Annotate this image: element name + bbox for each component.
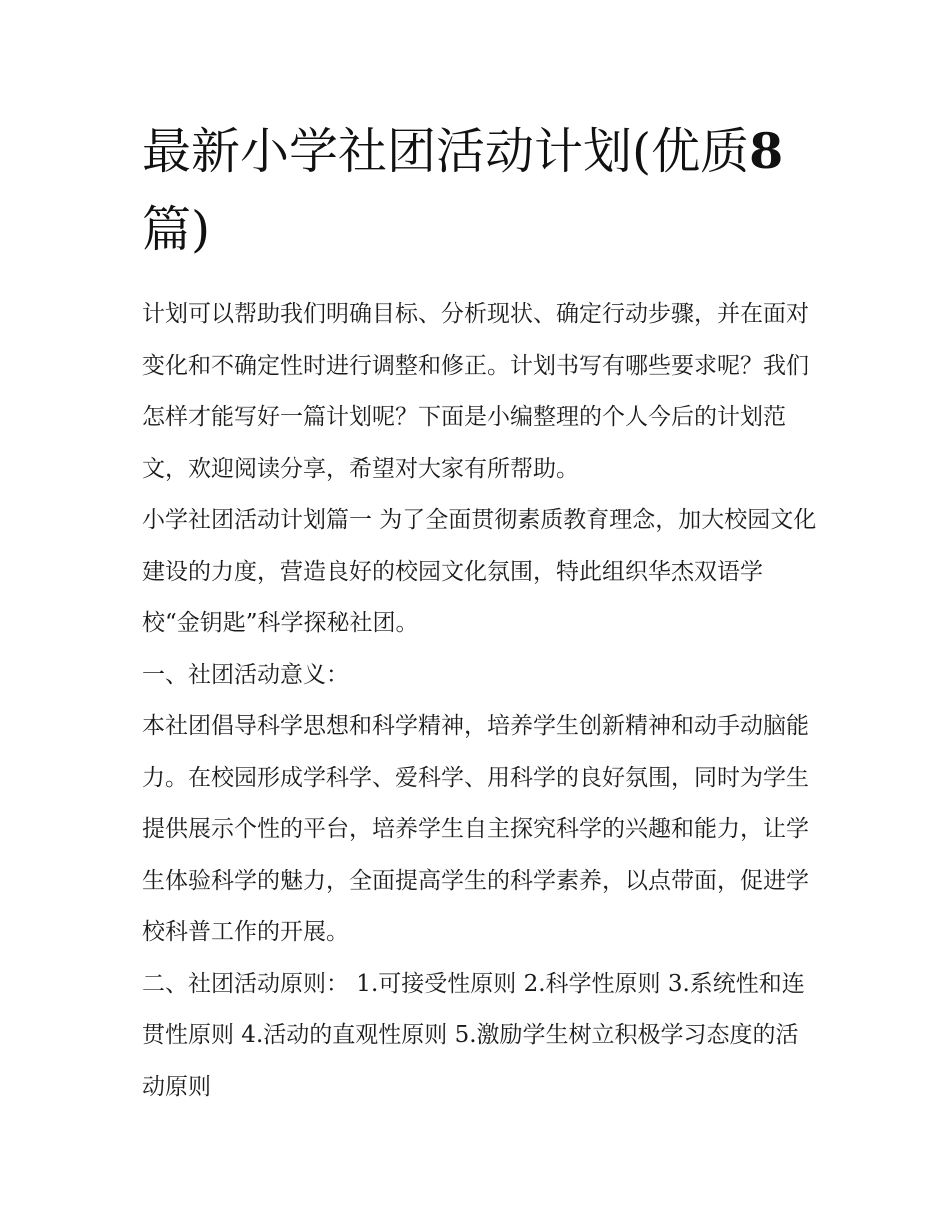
section-heading-significance: 一、社团活动意义：	[142, 661, 349, 688]
plan-one-paragraph: 小学社团活动计划篇一 为了全面贯彻素质教育理念，加大校园文化建设的力度，营造良好的校园文化氛围，特此组织华杰双语学校“金钥匙”科学探秘社团。	[142, 507, 817, 636]
principles-paragraph: 二、社团活动原则： 1.可接受性原则 2.科学性原则 3.系统性和连贯性原则 4.活动的直观性原则 5.激励学生树立积极学习态度的活动原则	[142, 970, 805, 1100]
title-number: 8	[749, 122, 784, 180]
title-tail: 篇)	[142, 201, 211, 258]
document-title	[142, 112, 818, 269]
intro-paragraph: 计划可以帮助我们明确目标、分析现状、确定行动步骤，并在面对变化和不确定性时进行调整和修正。计划书写有哪些要求呢？我们怎样才能写好一篇计划呢？下面是小编整理的个人今后的计划范文，欢迎阅读分享，希望对大家有所帮助。	[142, 301, 809, 482]
significance-paragraph: 本社团倡导科学思想和科学精神，培养学生创新精神和动手动脑能力。在校园形成学科学、爱科学、用科学的良好氛围，同时为学生提供展示个性的平台，培养学生自主探究科学的兴趣和能力，让学生体验科学的魅力，全面提高学生的科学素养，以点带面，促进学校科普工作的开展。	[142, 713, 809, 945]
title-main: 最新小学社团活动计划(优质	[142, 123, 750, 180]
document-content	[142, 112, 818, 1113]
